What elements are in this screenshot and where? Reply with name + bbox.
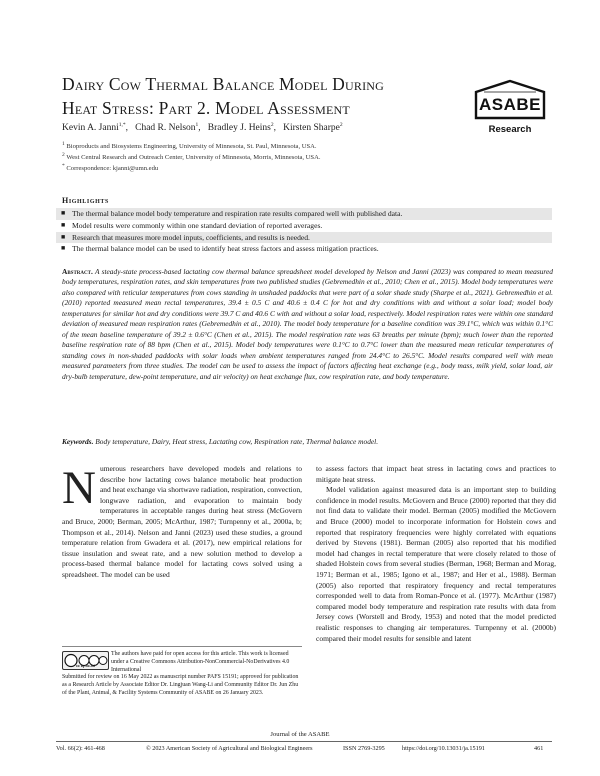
highlights-list [56, 208, 552, 255]
title-line-1: Dairy Cow Thermal Balance Model During [62, 74, 385, 94]
cc-badge-label: cc by-nc-nd [75, 663, 96, 668]
keywords-text: Body temperature, Dairy, Heat stress, Lactating cow, Respiration rate, Thermal balance model. [95, 437, 379, 446]
license-text: The authors have paid for open access for this article. This work is licensed under a Creative Commons Attribution-NonCommercial-NoDerivatives 4.0 International [111, 651, 290, 674]
issn: ISSN 2769-3295 [343, 745, 385, 752]
submission-note: Submitted for review on 16 May 2022 as manuscript number PAFS 15191; approved for publication as a Research Article by Associate Editor Dr. Lingjuan Wang-Li and Community Editor Dr. Jun Zhu of the Plant, Animal, & Facility Systems Community of ASABE on 26 January 2023. [62, 674, 299, 697]
bullet-icon: ■ [61, 244, 66, 253]
body-column-2 [316, 464, 556, 644]
drop-cap: N [62, 462, 96, 514]
correspondence: * Correspondence: kjanni@umn.edu [62, 163, 159, 173]
author-list [62, 122, 343, 133]
highlights-heading: Highlights [62, 196, 109, 205]
author-4: Kirsten Sharpe$^2$ [283, 122, 343, 134]
cc-license-badge[interactable] [62, 651, 109, 670]
volume-info: Vol. 66(2): 461-468 [56, 745, 105, 752]
body-column-1 [62, 464, 302, 581]
asabe-logo-text: ASABE [478, 95, 541, 114]
intro-paragraph: umerous researchers have developed models and relations to describe how lactating cows balance metabolic heat production and heat exchange via shortwave radiation, respiration, convection, longwave radiation, and evaporation to maintain body temperatures in acceptable ranges during heat stress (McGovern and Bruce, 2000; Berman, 2005; McArthur, 1987; Turnpenny et al., 2000a, b; Thompson et al., 2014). Nelson and Janni (2023) used these studies, a ground temperature relation from Gwadera et al. (2017), new empirical relations for tissue insulation and sweat rate, and a new solution method to develop a process-based thermal balance model for lactating cows solved using a spreadsheet. The model can be used [62, 464, 302, 579]
bullet-icon: ■ [61, 220, 66, 229]
highlight-item: ■ Research that measures more model inputs, coefficients, and results is needed. [56, 232, 552, 244]
footnote-divider [62, 646, 302, 647]
footer-divider [56, 741, 552, 742]
author-3: Bradley J. Heins$^2$, [207, 122, 276, 134]
copyright: © 2023 American Society of Agricultural and Biological Engineers [146, 745, 313, 752]
asabe-logo [470, 78, 550, 148]
page-number: 461 [534, 745, 544, 752]
highlight-item: ■ The thermal balance model can be used to identify heat stress factors and assess mitigation practices. [61, 244, 379, 254]
title-line-2: Heat Stress: Part 2. Model Assessment [62, 98, 350, 118]
author-1: Kevin A. Janni$^{1,*}$, [62, 122, 128, 134]
affiliation-1: $^1$ Bioproducts and Biosystems Engineering, University of Minnesota, St. Paul, Minnesota, USA. [62, 141, 317, 151]
keywords [62, 437, 553, 446]
abstract-text: A steady-state process-based lactating cow thermal balance spreadsheet model developed by Nelson and Janni (2023) was compared to mean measured body temperatures, respiration rates, and skin temperatures from two published studies (Gebremedhin et al., 2010; Chen et al., 2015). Model body temperatures were also compared with reticular temperatures from cows standing in unshaded paddocks that were part of a solar shade study (Sharpe et al., 2021). Gebremedhin et al. (2010) reported measured mean rectal temperatures, 39.4 ± 0.5 C and 40.6 ± 0.4 C for hot and dry conditions with and without a solar load; model body temperatures for similar hot and dry conditions were 39.7 C and 40.6 C with and without a solar load, respectively. Model respiration rates were within one standard deviation of measured mean respiration rates (Gebremedhin et al., 2010). The model body temperature for a baseline condition was 39.1°C, which was within 0.1°C of the mean baseline temperature of 39.2 ± 0.6°C (Chen et al., 2015). The model respiration rate was 63 breaths per minute (bpm); much lower than the reported baseline respiration rate of 88 bpm (Chen et al., 2015). Model body temperatures were 0.1°C to 0.7°C lower than the measured mean reticular temperatures of standing cows in non-shaded paddocks with solar loads when ambient temperatures ranged from 24.4°C to 26.5°C. Model results compared well with mean measured parameters from three studies. The model can be used to assess the impact of factors affecting heat exchange (e.g., body mass, milk yield, solar load, air dry-bulb temperature, dew-point temperature, and air velocity) on heat exchange flux, cow respiration rate, and body temperature. [62, 267, 554, 381]
journal-name: Journal of the ASABE [270, 731, 330, 738]
bullet-icon: ■ [61, 209, 66, 217]
affiliations [62, 140, 321, 174]
validation-paragraph: Model validation against measured data is an important step to building confidence in model results. McGovern and Bruce (2000) reported that they did not find data to validate their model. Berman (2005) modified the McGovern and Bruce (2000) model to incorporate information for Holstein cows and reported that respiratory frequencies were highly correlated with equations derived by Stevens (1981). Berman (2005) also reported that his modified model had changes in rectal temperature that were closely related to those of shaded Holstein cows from several studies (Berman, 1968; Berman and Morag, 1971; Berman et al., 1985; Igono et al., 1987; and Her et al., 1988). Berman (2005) also reported that respiratory frequency and rectal temperatures corresponded well to data from Roman-Ponce et al. (1977). McArthur (1987) compared model body temperature and respiration rate results with data from Jersey cows (Worstell and Brody, 1953) and noted that the model predicted realistic responses to changing air temperatures. Turnpenny et al. (2000b) compared their model results for sensible and latent [316, 485, 556, 643]
bullet-icon: ■ [61, 232, 66, 241]
doi-link[interactable]: https://doi.org/10.13031/ja.15191 [402, 745, 485, 752]
asabe-logo-subtext: Research [488, 124, 532, 135]
abstract-label: Abstract. [62, 267, 93, 276]
keywords-label: Keywords. [62, 437, 94, 446]
article-title [62, 72, 442, 120]
abstract [62, 267, 553, 382]
paragraph-continuation: to assess factors that impact heat stress in lactating cows and practices to mitigate heat stress. [316, 464, 556, 484]
highlight-item: ■ Model results were commonly within one standard deviation of reported averages. [61, 220, 323, 230]
affiliation-2: $^2$ West Central Research and Outreach Center, University of Minnesota, Morris, Minnesota, USA. [62, 152, 321, 162]
author-2: Chad R. Nelson$^1$, [135, 122, 201, 134]
highlight-item: ■ The thermal balance model body temperature and respiration rate results compared well with published data. [56, 208, 552, 220]
